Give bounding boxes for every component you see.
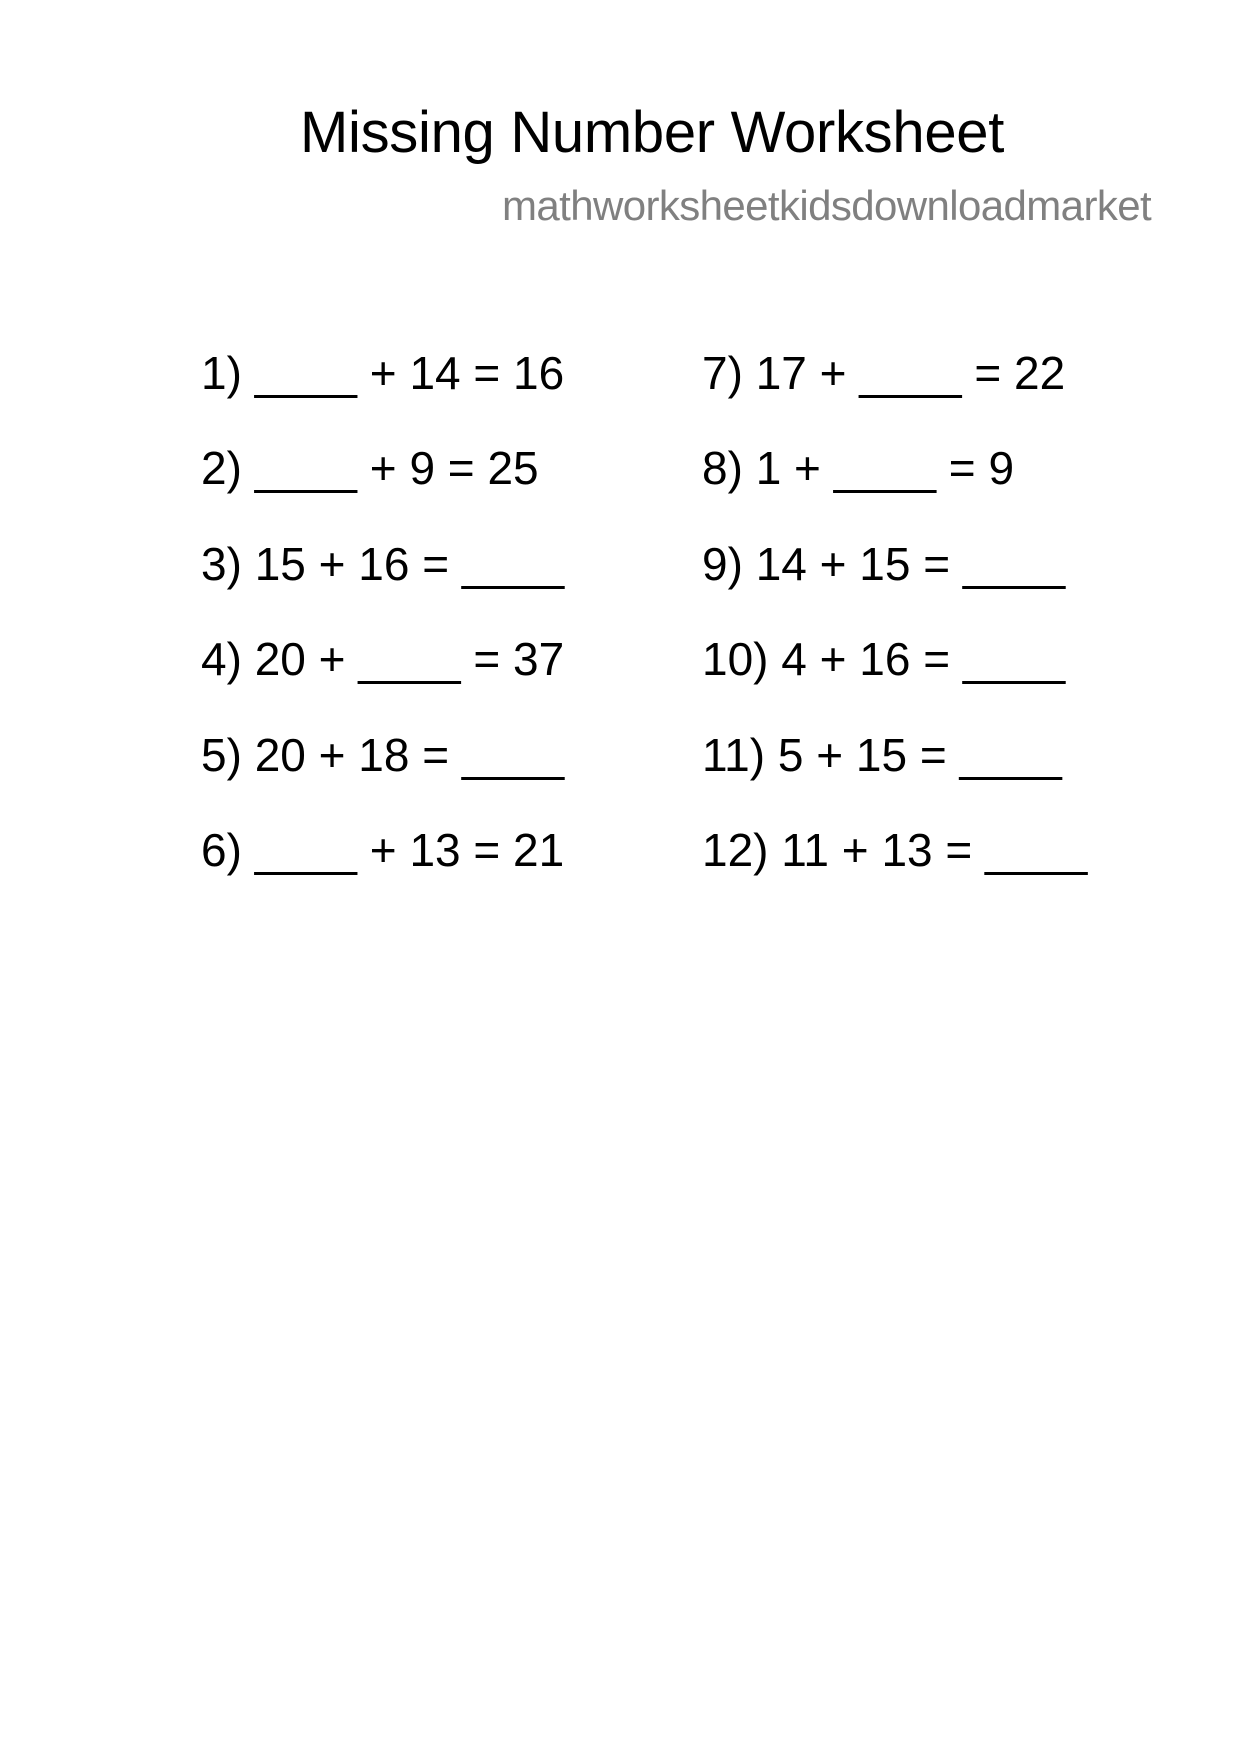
- problem-number: 2): [201, 442, 242, 495]
- problem-item: [201, 823, 564, 918]
- problem-number: 5): [201, 728, 242, 781]
- problems-column-right: [702, 346, 1087, 918]
- problem-equation: ____ + 13 = 21: [254, 823, 565, 876]
- problem-number: 3): [201, 537, 242, 590]
- problem-equation: 4 + 16 = ____: [781, 633, 1066, 686]
- problem-equation: 1 + ____ = 9: [755, 442, 1015, 495]
- problem-equation: ____ + 14 = 16: [254, 347, 565, 399]
- problem-equation: ____ + 9 = 25: [254, 442, 539, 495]
- problem-number: 8): [702, 442, 743, 495]
- problem-number: 4): [201, 633, 242, 686]
- problem-number: 6): [201, 823, 242, 876]
- problem-number: 7): [702, 347, 743, 399]
- problem-equation: 20 + 18 = ____: [254, 728, 565, 781]
- problem-equation: 17 + ____ = 22: [755, 347, 1066, 399]
- problem-equation: 15 + 16 = ____: [254, 537, 565, 590]
- problem-equation: 20 + ____ = 37: [254, 633, 565, 686]
- problem-item: [702, 537, 1087, 632]
- problem-item: [702, 346, 1087, 441]
- problem-equation: 5 + 15 = ____: [777, 728, 1062, 781]
- problem-number: 10): [702, 633, 769, 686]
- problem-item: [702, 823, 1087, 918]
- problem-item: [201, 728, 564, 823]
- problem-item: [201, 441, 564, 536]
- problem-item: [201, 346, 564, 441]
- worksheet-subtitle: mathworksheetkidsdownloadmarket: [502, 182, 1152, 229]
- worksheet-title: Missing Number Worksheet: [300, 100, 1005, 165]
- problem-number: 12): [702, 823, 769, 876]
- problem-item: [702, 728, 1087, 823]
- problem-equation: 11 + 13 = ____: [781, 823, 1088, 876]
- problem-item: [702, 441, 1087, 536]
- problem-item: [201, 537, 564, 632]
- problem-equation: 14 + 15 = ____: [755, 537, 1066, 590]
- problem-number: 1): [201, 347, 242, 399]
- problems-column-left: [201, 346, 564, 918]
- problem-number: 11): [702, 728, 766, 781]
- problem-item: [702, 632, 1087, 727]
- problem-item: [201, 632, 564, 727]
- problem-number: 9): [702, 537, 743, 590]
